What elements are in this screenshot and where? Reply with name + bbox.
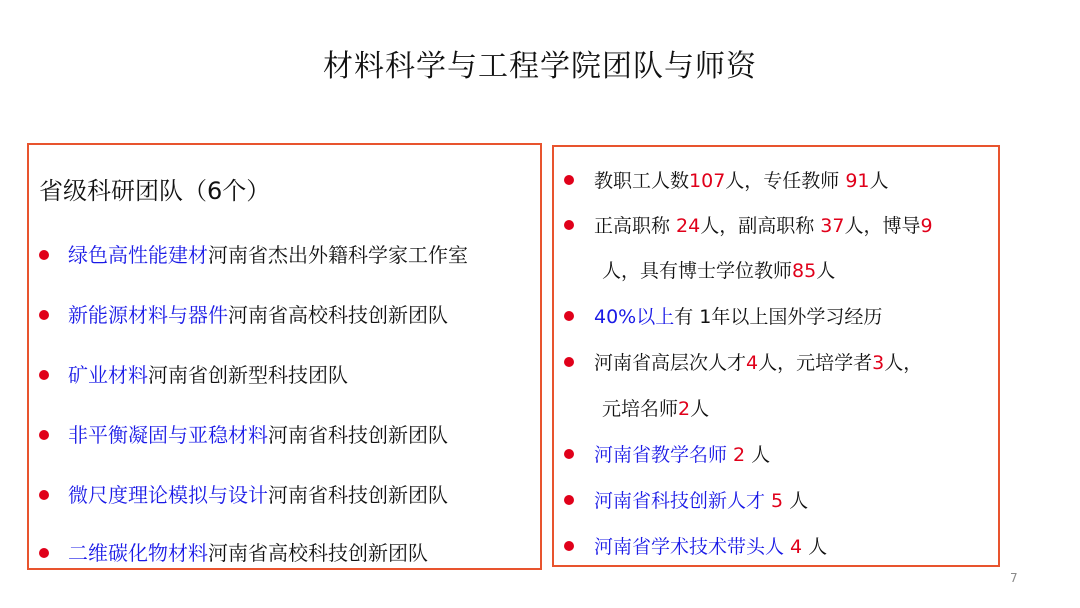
bullet-icon [564, 541, 574, 551]
team-type: 河南省创新型科技团队 [148, 363, 348, 387]
stat-text: 正高职称 [594, 215, 677, 237]
stat-item [564, 350, 922, 376]
stat-continuation [602, 258, 835, 284]
stat-number: 2 [733, 444, 746, 466]
stat-item [564, 168, 889, 194]
stat-text: 人， [884, 352, 923, 374]
stat-text: 人，具有博士学位教师 [602, 260, 793, 282]
stat-number: 3 [872, 352, 885, 374]
bullet-icon [564, 449, 574, 459]
stat-highlight: 河南省学术技术带头人 [594, 536, 791, 558]
stat-highlight: 40%以上 [594, 306, 675, 328]
stat-number: 37 [820, 215, 845, 237]
team-item [39, 421, 448, 449]
stat-number: 4 [790, 536, 803, 558]
stat-text: 人 [690, 398, 710, 420]
stat-text: 人 [816, 260, 836, 282]
stat-item [564, 534, 827, 560]
stat-item [564, 213, 933, 239]
stat-item [564, 442, 770, 468]
stat-text: 人 [745, 444, 771, 466]
team-item [39, 301, 448, 329]
team-name: 新能源材料与器件 [68, 303, 228, 327]
stat-item [564, 304, 882, 330]
bullet-icon [39, 250, 49, 260]
provincial-teams-panel [27, 143, 542, 570]
faculty-stats-panel [552, 145, 1000, 567]
panel-heading: 省级科研团队（6个） [39, 177, 271, 205]
stat-text: 教职工人数 [594, 170, 690, 192]
stat-number: 5 [771, 490, 784, 512]
bullet-icon [564, 311, 574, 321]
stat-number: 4 [746, 352, 759, 374]
stat-highlight: 河南省教学名师 [594, 444, 734, 466]
stat-text: 人 [802, 536, 828, 558]
team-type: 河南省高校科技创新团队 [208, 541, 428, 565]
stat-number: 85 [792, 260, 817, 282]
team-name: 微尺度理论模拟与设计 [68, 483, 268, 507]
bullet-icon [39, 430, 49, 440]
bullet-icon [564, 357, 574, 367]
team-type: 河南省杰出外籍科学家工作室 [208, 243, 468, 267]
bullet-icon [39, 548, 49, 558]
team-name: 绿色高性能建材 [68, 243, 208, 267]
stat-text: 人，元培学者 [758, 352, 873, 374]
team-type: 河南省科技创新团队 [268, 423, 448, 447]
bullet-icon [564, 175, 574, 185]
page-title: 材料科学与工程学院团队与师资 [323, 49, 757, 84]
team-name: 非平衡凝固与亚稳材料 [68, 423, 268, 447]
stat-number: 107 [689, 170, 726, 192]
team-type: 河南省科技创新团队 [268, 483, 448, 507]
team-item [39, 241, 468, 269]
stat-continuation [602, 396, 709, 422]
bullet-icon [39, 310, 49, 320]
team-name: 矿业材料 [68, 363, 148, 387]
bullet-icon [39, 490, 49, 500]
team-item [39, 539, 428, 567]
stat-text: 人，专任教师 [725, 170, 846, 192]
stat-number: 24 [676, 215, 701, 237]
stat-text: 元培名师 [602, 398, 679, 420]
team-item [39, 481, 448, 509]
team-type: 河南省高校科技创新团队 [228, 303, 448, 327]
stat-text: 人 [783, 490, 809, 512]
page-number: 7 [1010, 571, 1018, 585]
stat-number: 2 [678, 398, 691, 420]
bullet-icon [564, 495, 574, 505]
stat-item [564, 488, 808, 514]
bullet-icon [39, 370, 49, 380]
stat-text: 人 [869, 170, 889, 192]
stat-number: 91 [845, 170, 870, 192]
stat-text: 有 1年以上国外学习经历 [674, 306, 883, 328]
stat-text: 人，副高职称 [700, 215, 821, 237]
stat-text: 河南省高层次人才 [594, 352, 747, 374]
bullet-icon [564, 220, 574, 230]
stat-text: 人，博导 [844, 215, 921, 237]
team-name: 二维碳化物材料 [68, 541, 208, 565]
stat-number: 9 [920, 215, 933, 237]
stat-highlight: 河南省科技创新人才 [594, 490, 772, 512]
team-item [39, 361, 348, 389]
